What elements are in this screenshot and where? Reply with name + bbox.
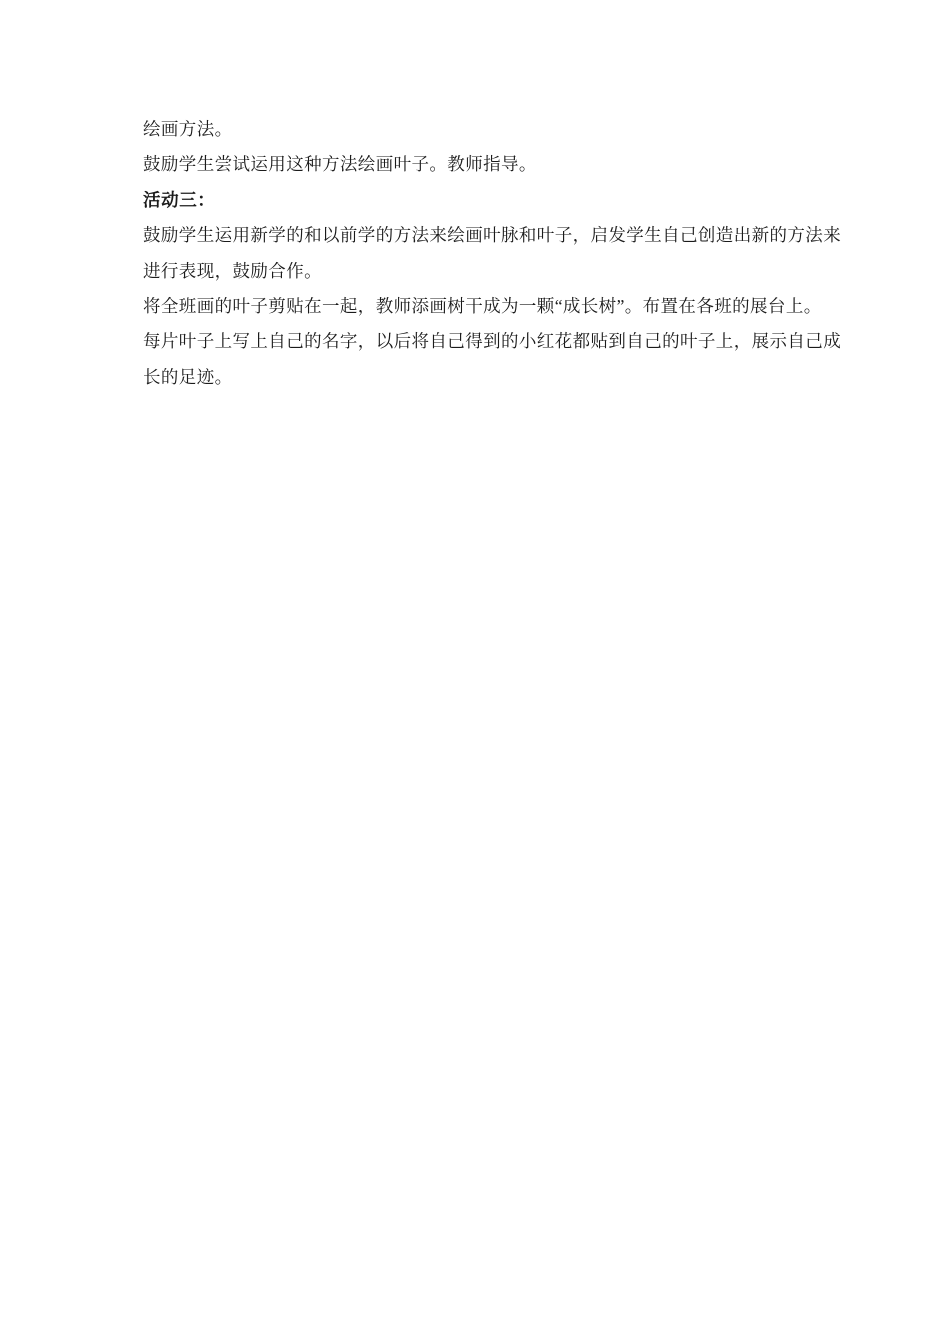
heading-activity-three: 活动三： <box>143 189 216 210</box>
paragraph-activity-line-1: 鼓励学生运用新学的和以前学的方法来绘画叶脉和叶子，启发学生自己创造出新的方法来 <box>143 225 842 246</box>
paragraph-tail-line: 绘画方法。 <box>143 119 233 139</box>
paragraph-growth-tree: 将全班画的叶子剪贴在一起，教师添画树干成为一颗“成长树”。布置在各班的展台上。 <box>143 295 822 316</box>
paragraph-leaf-name-line-1: 每片叶子上写上自己的名字，以后将自己得到的小红花都贴到自己的叶子上，展示自己成 <box>143 331 842 352</box>
paragraph-encourage-practice: 鼓励学生尝试运用这种方法绘画叶子。教师指导。 <box>143 154 537 175</box>
text-block <box>143 112 843 395</box>
paragraph-activity-line-2: 进行表现，鼓励合作。 <box>143 260 322 281</box>
paragraph-leaf-name-line-2: 长的足迹。 <box>143 366 233 387</box>
